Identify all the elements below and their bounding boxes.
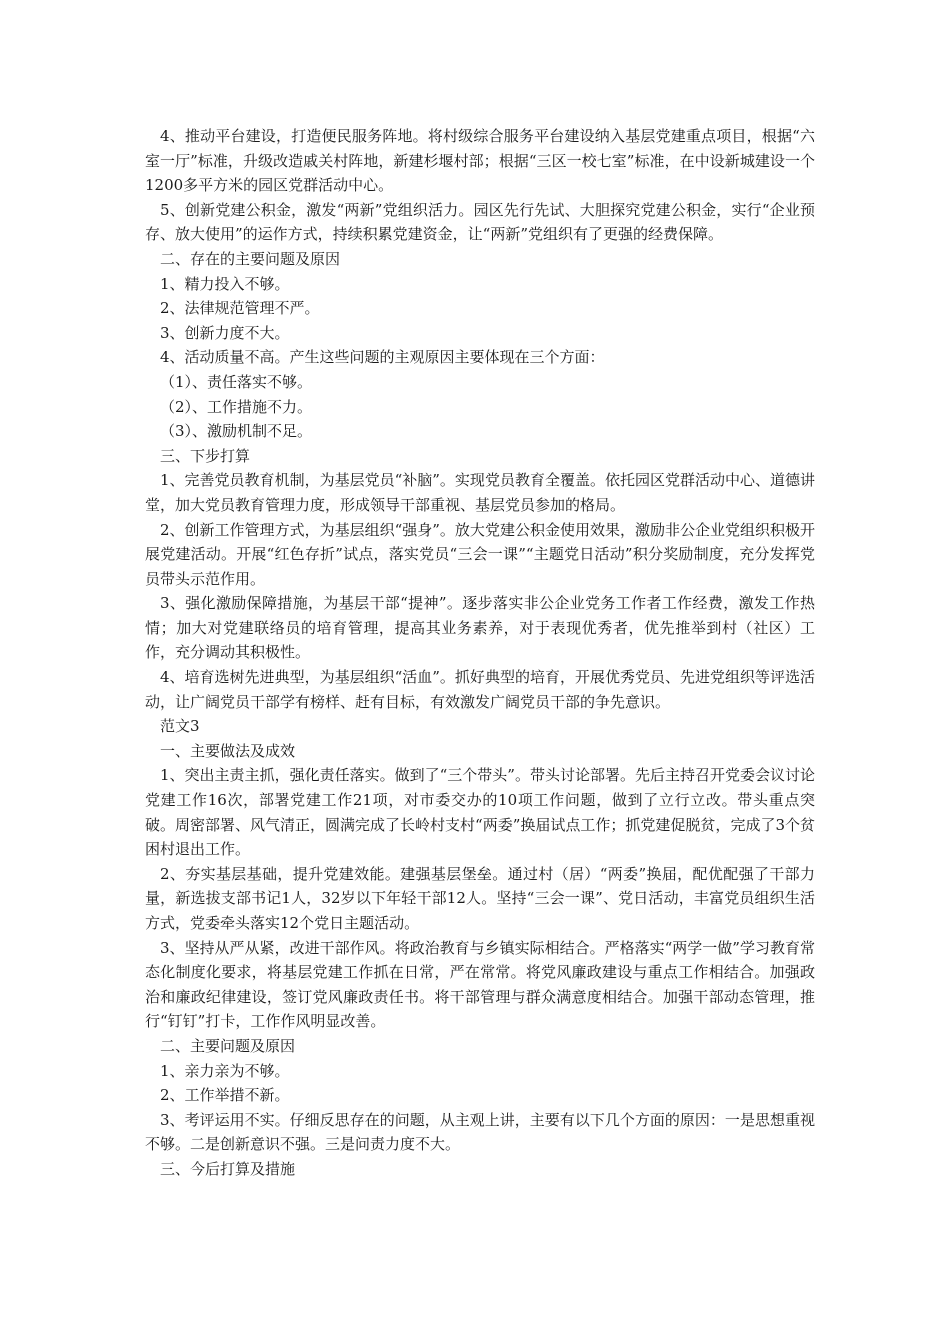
paragraph: 2、创新工作管理方式，为基层组织“强身”。放大党建公积金使用效果，激励非公企业党组织积极开展党建活动。开展“红色存折”试点，落实党员“三会一课”“主题党日活动”积分奖励制度，充分发挥党员带头示范作用。 — [145, 520, 815, 588]
paragraph: 3、坚持从严从紧，改进干部作风。将政治教育与乡镇实际相结合。严格落实“两学一做”学习教育常态化制度化要求，将基层党建工作抓在日常，严在常常。将党风廉政建设与重点工作相结合。加强政治和廉政纪律建设，签订党风廉政责任书。将干部管理与群众满意度相结合。加强干部动态管理，推行“钉钉”打卡，工作作风明显改善。 — [145, 938, 815, 1031]
paragraph: 1、突出主责主抓，强化责任落实。做到了“三个带头”。带头讨论部署。先后主持召开党委会议讨论党建工作16次，部署党建工作21项，对市委交办的10项工作问题，做到了立行立改。带头重点突破。周密部署、风气清正，圆满完成了长岭村支村“两委”换届试点工作；抓党建促脱贫，完成了3个贫困村退出工作。 — [145, 766, 815, 859]
sub-list-item: （1）、责任落实不够。 — [160, 372, 313, 391]
paragraph: 2、夯实基层基础，提升党建效能。建强基层堡垒。通过村（居）“两委”换届，配优配强了干部力量，新选拔支部书记1人，32岁以下年轻干部12人。坚持“三会一课”、党日活动，丰富党员组织生活方式，党委牵头落实12个党日主题活动。 — [145, 864, 815, 932]
list-item: 1、亲力亲为不够。 — [160, 1061, 290, 1080]
section-heading: 三、下步打算 — [160, 446, 251, 465]
list-item: 2、工作举措不新。 — [160, 1086, 290, 1105]
example-heading: 范文3 — [160, 717, 200, 736]
list-item: 4、活动质量不高。产生这些问题的主观原因主要体现在三个方面： — [160, 348, 605, 367]
paragraph: 5、创新党建公积金，激发“两新”党组织活力。园区先行先试、大胆探究党建公积金，实行“企业预存、放大使用”的运作方式，持续积累党建资金，让“两新”党组织有了更强的经费保障。 — [145, 200, 815, 244]
sub-list-item: （3）、激励机制不足。 — [160, 422, 313, 441]
list-item: 1、精力投入不够。 — [160, 274, 290, 293]
paragraph: 4、推动平台建设，打造便民服务阵地。将村级综合服务平台建设纳入基层党建重点项目，根据“六室一厅”标准，升级改造戚关村阵地，新建杉堰村部；根据“三区一校七室”标准，在中设新城建设一个1200多平方米的园区党群活动中心。 — [145, 127, 815, 195]
paragraph: 3、考评运用不实。仔细反思存在的问题，从主观上讲，主要有以下几个方面的原因：一是思想重视不够。二是创新意识不强。三是问责力度不大。 — [145, 1110, 815, 1154]
paragraph: 4、培育选树先进典型，为基层组织“活血”。抓好典型的培育，开展优秀党员、先进党组织等评选活动，让广阔党员干部学有榜样、赶有目标，有效激发广阔党员干部的争先意识。 — [145, 668, 815, 711]
list-item: 2、法律规范管理不严。 — [160, 299, 320, 318]
document-body — [145, 124, 815, 1182]
sub-list-item: （2）、工作措施不力。 — [160, 397, 313, 416]
section-heading: 三、今后打算及措施 — [160, 1159, 296, 1178]
paragraph: 3、强化激励保障措施，为基层干部“提神”。逐步落实非公企业党务工作者工作经费，激发工作热情；加大对党建联络员的培育管理，提高其业务素养，对于表现优秀者，优先推举到村（社区）工作，充分调动其积极性。 — [145, 594, 815, 662]
section-heading: 一、主要做法及成效 — [160, 741, 296, 760]
section-heading: 二、存在的主要问题及原因 — [160, 249, 341, 268]
list-item: 3、创新力度不大。 — [160, 323, 290, 342]
section-heading: 二、主要问题及原因 — [160, 1036, 296, 1055]
paragraph: 1、完善党员教育机制，为基层党员“补脑”。实现党员教育全覆盖。依托园区党群活动中心、道德讲堂，加大党员教育管理力度，形成领导干部重视、基层党员参加的格局。 — [145, 471, 815, 514]
